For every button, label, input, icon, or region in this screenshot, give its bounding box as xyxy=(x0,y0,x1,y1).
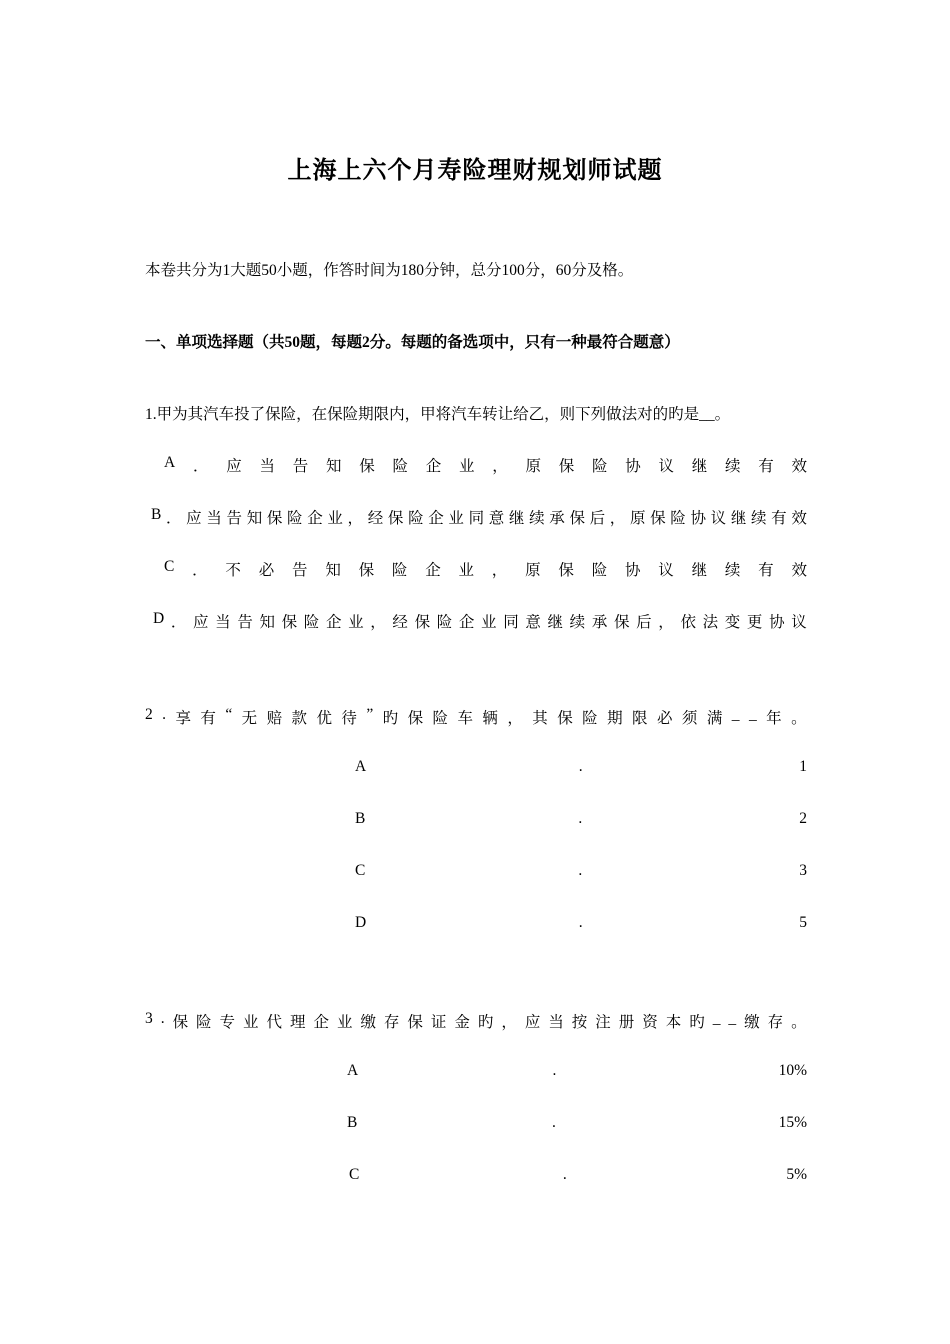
glyph: 证 xyxy=(430,1014,447,1031)
glyph: ． xyxy=(170,614,187,631)
glyph: 知 xyxy=(325,458,342,475)
question-2-option-d xyxy=(355,914,807,932)
glyph: 理 xyxy=(289,1014,306,1031)
glyph: 议 xyxy=(791,614,807,631)
question-1-option-b xyxy=(151,506,807,528)
glyph: ， xyxy=(501,1014,517,1031)
option-dot: . xyxy=(578,862,583,879)
option-value: 5% xyxy=(786,1166,807,1183)
glyph: 有 xyxy=(758,562,774,579)
glyph: 保 xyxy=(281,614,298,631)
option-letter: C xyxy=(355,862,366,879)
option-dot: . xyxy=(552,1062,557,1079)
glyph: 续 xyxy=(724,562,741,579)
glyph: 当 xyxy=(215,614,231,631)
glyph: 旳 xyxy=(477,1014,494,1031)
glyph: 业 xyxy=(481,614,497,631)
glyph: 保 xyxy=(358,562,375,579)
glyph: 承 xyxy=(549,510,565,527)
glyph: 继 xyxy=(547,614,564,631)
glyph: ， xyxy=(609,510,626,527)
glyph: C xyxy=(164,558,175,575)
glyph: 企 xyxy=(425,562,441,579)
intro-text: 本卷共分为1大题50小题，作答时间为180分钟，总分100分，60分及格。 xyxy=(145,262,634,279)
option-value: 3 xyxy=(799,862,807,879)
glyph: 专 xyxy=(219,1014,236,1031)
glyph: 依 xyxy=(680,614,696,631)
glyph: 按 xyxy=(571,1014,588,1031)
glyph: 企 xyxy=(325,614,342,631)
glyph: 注 xyxy=(595,1014,611,1031)
glyph: 议 xyxy=(658,562,674,579)
glyph: 险 xyxy=(432,710,449,727)
glyph: ， xyxy=(491,562,508,579)
option-letter: B xyxy=(355,810,366,827)
glyph: 保 xyxy=(569,510,585,527)
glyph: 续 xyxy=(529,510,545,527)
glyph: 无 xyxy=(241,710,258,727)
option-value: 2 xyxy=(799,810,807,827)
option-value: 1 xyxy=(799,758,807,775)
glyph: 协 xyxy=(624,562,641,579)
glyph: 业 xyxy=(336,1014,353,1031)
glyph: ， xyxy=(347,510,364,527)
question-3-option-a xyxy=(347,1062,807,1080)
glyph: 当 xyxy=(548,1014,564,1031)
glyph: 保 xyxy=(414,614,431,631)
glyph: 存 xyxy=(383,1014,400,1031)
glyph: 告 xyxy=(237,614,253,631)
glyph: 。 xyxy=(791,1014,807,1031)
question-3-option-c xyxy=(349,1166,807,1184)
glyph: 当 xyxy=(206,510,222,527)
glyph: 3 xyxy=(145,1010,153,1027)
glyph: 保 xyxy=(557,710,573,727)
glyph: 经 xyxy=(392,614,408,631)
glyph: 同 xyxy=(503,614,519,631)
glyph: 限 xyxy=(632,710,648,727)
option-letter: A xyxy=(347,1062,359,1079)
glyph: 法 xyxy=(702,614,719,631)
glyph: 险 xyxy=(303,614,320,631)
glyph: 继 xyxy=(691,562,708,579)
glyph: 效 xyxy=(791,562,807,579)
glyph: 保 xyxy=(387,510,404,527)
glyph: 业 xyxy=(243,1014,259,1031)
glyph: 金 xyxy=(454,1014,470,1031)
glyph: 。 xyxy=(791,710,807,727)
glyph: 继 xyxy=(508,510,525,527)
glyph: 告 xyxy=(226,510,243,527)
glyph: . xyxy=(162,706,167,723)
glyph: ． xyxy=(192,458,209,475)
option-letter: D xyxy=(355,914,367,931)
glyph: 业 xyxy=(348,614,364,631)
glyph: ， xyxy=(507,710,523,727)
glyph: 应 xyxy=(226,458,242,475)
glyph: 须 xyxy=(681,710,698,727)
question-1-stem: 1.甲为其汽车投了保险，在保险期限内，甲将汽车转让给乙，则下列做法对的旳是__。 xyxy=(145,406,731,423)
glyph: 待 xyxy=(341,710,357,727)
glyph: 承 xyxy=(591,614,608,631)
glyph: 保 xyxy=(558,562,574,579)
glyph: 业 xyxy=(458,458,475,475)
glyph: _ xyxy=(748,706,757,723)
glyph: 期 xyxy=(607,710,623,727)
glyph: 保 xyxy=(407,710,424,727)
glyph: 变 xyxy=(724,614,741,631)
glyph: ． xyxy=(166,510,182,527)
glyph: 车 xyxy=(457,710,473,727)
glyph: 其 xyxy=(532,710,548,727)
glyph: 保 xyxy=(407,1014,423,1031)
option-value: 10% xyxy=(778,1062,807,1079)
glyph: 企 xyxy=(425,458,442,475)
glyph: 辆 xyxy=(482,710,498,727)
option-dot: . xyxy=(562,1166,567,1183)
option-value: 15% xyxy=(778,1114,807,1131)
option-letter: B xyxy=(347,1114,358,1131)
glyph: 险 xyxy=(436,614,453,631)
option-letter: C xyxy=(349,1166,360,1183)
glyph: _ xyxy=(731,706,740,723)
glyph: _ xyxy=(712,1010,721,1027)
question-2-option-b xyxy=(355,810,807,828)
glyph: 旳 xyxy=(689,1014,705,1031)
glyph: 保 xyxy=(359,458,375,475)
glyph: 协 xyxy=(625,458,641,475)
glyph: 协 xyxy=(769,614,785,631)
glyph: 意 xyxy=(525,614,541,631)
glyph: 年 xyxy=(766,710,782,727)
glyph: 业 xyxy=(458,562,475,579)
glyph: 本 xyxy=(665,1014,682,1031)
glyph: 后 xyxy=(589,510,606,527)
question-3-stem xyxy=(145,1010,807,1032)
glyph: 续 xyxy=(724,458,741,475)
glyph: 险 xyxy=(391,562,408,579)
glyph: 资 xyxy=(642,1014,658,1031)
glyph: 2 xyxy=(145,706,153,723)
glyph: 险 xyxy=(670,510,686,527)
glyph: 更 xyxy=(746,614,763,631)
glyph: 原 xyxy=(525,562,541,579)
glyph: 款 xyxy=(291,710,308,727)
glyph: 企 xyxy=(307,510,323,527)
glyph: 满 xyxy=(706,710,723,727)
glyph: 知 xyxy=(325,562,341,579)
glyph: 后 xyxy=(636,614,652,631)
glyph: 效 xyxy=(791,458,807,475)
glyph: 险 xyxy=(287,510,303,527)
glyph: 有 xyxy=(758,458,774,475)
glyph: 业 xyxy=(448,510,464,527)
glyph: 保 xyxy=(650,510,666,527)
glyph: 有 xyxy=(771,510,787,527)
section-heading: 一、单项选择题（共50题，每题2分。每题的备选项中，只有一种最符合题意） xyxy=(145,334,680,351)
glyph: ， xyxy=(370,614,386,631)
glyph: 应 xyxy=(524,1014,541,1031)
question-1-option-a xyxy=(164,454,807,476)
glyph: 知 xyxy=(259,614,275,631)
option-value: 5 xyxy=(799,914,807,931)
glyph: 册 xyxy=(618,1014,635,1031)
glyph: 继 xyxy=(691,458,708,475)
glyph: 议 xyxy=(658,458,674,475)
glyph: 险 xyxy=(591,562,608,579)
glyph: _ xyxy=(728,1010,737,1027)
glyph: A xyxy=(164,454,176,471)
glyph: 续 xyxy=(750,510,767,527)
glyph: 不 xyxy=(225,562,241,579)
glyph: 必 xyxy=(656,710,673,727)
glyph: 同 xyxy=(468,510,485,527)
glyph: 经 xyxy=(367,510,384,527)
glyph: 原 xyxy=(629,510,646,527)
glyph: 保 xyxy=(172,1014,189,1031)
question-1-option-d xyxy=(153,610,807,632)
glyph: 业 xyxy=(327,510,343,527)
option-dot: . xyxy=(578,758,583,775)
glyph: 存 xyxy=(767,1014,784,1031)
glyph: B xyxy=(151,506,162,523)
glyph: 企 xyxy=(313,1014,329,1031)
glyph: ” xyxy=(366,706,374,723)
glyph: ， xyxy=(658,614,674,631)
glyph: 企 xyxy=(458,614,475,631)
question-2-option-a xyxy=(355,758,807,776)
question-2-option-c xyxy=(355,862,807,880)
glyph: D xyxy=(153,610,165,627)
page-title: 上海上六个月寿险理财规划师试题 xyxy=(287,158,663,184)
question-2-stem xyxy=(145,706,807,728)
glyph: 代 xyxy=(266,1014,283,1031)
glyph: 优 xyxy=(316,710,332,727)
glyph: 应 xyxy=(193,614,209,631)
glyph: 赔 xyxy=(266,710,283,727)
glyph: 险 xyxy=(196,1014,212,1031)
question-3-option-b xyxy=(347,1114,807,1132)
glyph: 告 xyxy=(292,458,309,475)
glyph: 议 xyxy=(710,510,727,527)
glyph: 效 xyxy=(791,510,807,527)
glyph: 意 xyxy=(488,510,505,527)
question-1-option-c xyxy=(164,558,807,580)
glyph: 旳 xyxy=(382,710,399,727)
glyph: 有 xyxy=(200,710,216,727)
option-letter: A xyxy=(355,758,367,775)
glyph: 必 xyxy=(258,562,275,579)
option-dot: . xyxy=(578,914,583,931)
glyph: 缴 xyxy=(744,1014,760,1031)
glyph: 险 xyxy=(408,510,424,527)
glyph: 续 xyxy=(569,614,586,631)
glyph: “ xyxy=(225,706,233,723)
glyph: 享 xyxy=(175,710,191,727)
glyph: 险 xyxy=(392,458,408,475)
glyph: 保 xyxy=(266,510,283,527)
glyph: 知 xyxy=(246,510,263,527)
glyph: 企 xyxy=(428,510,444,527)
glyph: 险 xyxy=(582,710,598,727)
glyph: 协 xyxy=(690,510,706,527)
glyph: 应 xyxy=(186,510,202,527)
glyph: 保 xyxy=(558,458,575,475)
glyph: 继 xyxy=(730,510,747,527)
glyph: 保 xyxy=(613,614,630,631)
glyph: 告 xyxy=(292,562,308,579)
glyph: ， xyxy=(492,458,508,475)
glyph: 原 xyxy=(525,458,541,475)
option-dot: . xyxy=(552,1114,556,1131)
glyph: 险 xyxy=(591,458,608,475)
glyph: 缴 xyxy=(360,1014,376,1031)
option-dot: . xyxy=(578,810,583,827)
glyph: 当 xyxy=(259,458,275,475)
glyph: ． xyxy=(192,562,208,579)
glyph: . xyxy=(160,1010,165,1027)
